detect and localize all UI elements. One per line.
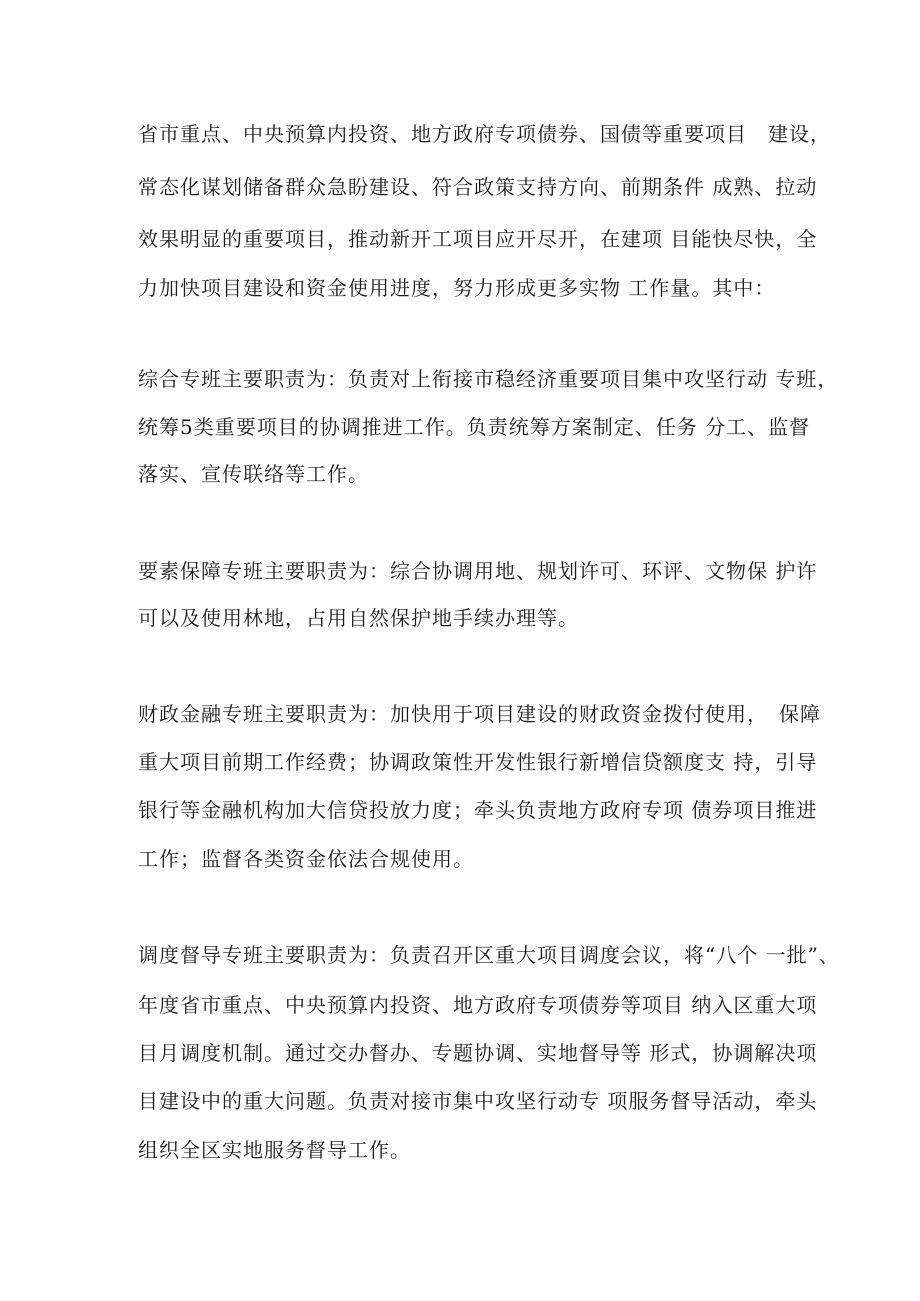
paragraph-line: 财政金融专班主要职责为：加快用于项目建设的财政资金拨付使用， 保障 xyxy=(138,702,821,726)
paragraph-line: 银行等金融机构加大信贷投放力度；牵头负责地方政府专项 债券项目推进 xyxy=(138,798,818,822)
paragraph-line: 要素保障专班主要职责为：综合协调用地、规划许可、环评、文物保 护许 xyxy=(138,559,818,583)
paragraph-line: 工作；监督各类资金依法合规使用。 xyxy=(138,847,474,871)
paragraph-line: 力加快项目建设和资金使用进度，努力形成更多实物 工作量。其中： xyxy=(138,276,776,300)
paragraph-line: 落实、宣传联络等工作。 xyxy=(138,462,369,486)
paragraph-line: 年度省市重点、中央预算内投资、地方政府专项债券等项目 纳入区重大项 xyxy=(138,993,818,1017)
paragraph-line: 调度督导专班主要职责为：负责召开区重大项目调度会议，将“八个 一批”、 xyxy=(138,943,840,967)
paragraph-line: 目建设中的重大问题。负责对接市集中攻坚行动专 项服务督导活动，牵头 xyxy=(138,1089,818,1113)
paragraph-line: 重大项目前期工作经费；协调政策性开发性银行新增信贷额度支 持，引导 xyxy=(138,750,818,774)
paragraph-line: 目月调度机制。通过交办督办、专题协调、实地督导等 形式，协调解决项 xyxy=(138,1041,818,1065)
paragraph-line: 省市重点、中央预算内投资、地方政府专项债券、国债等重要项目 建设， xyxy=(138,122,831,146)
paragraph-line: 可以及使用林地，占用自然保护地手续办理等。 xyxy=(138,606,579,630)
paragraph-line: 统筹5类重要项目的协调推进工作。负责统筹方案制定、任务 分工、监督 xyxy=(138,415,811,439)
paragraph-line: 常态化谋划储备群众急盼建设、符合政策支持方向、前期条件 成熟、拉动 xyxy=(138,175,818,199)
paragraph-line: 效果明显的重要项目，推动新开工项目应开尽开，在建项 目能快尽快，全 xyxy=(138,227,818,251)
paragraph-line: 综合专班主要职责为：负责对上衔接市稳经济重要项目集中攻坚行动 专班， xyxy=(138,367,839,391)
paragraph-line: 组织全区实地服务督导工作。 xyxy=(138,1138,411,1162)
